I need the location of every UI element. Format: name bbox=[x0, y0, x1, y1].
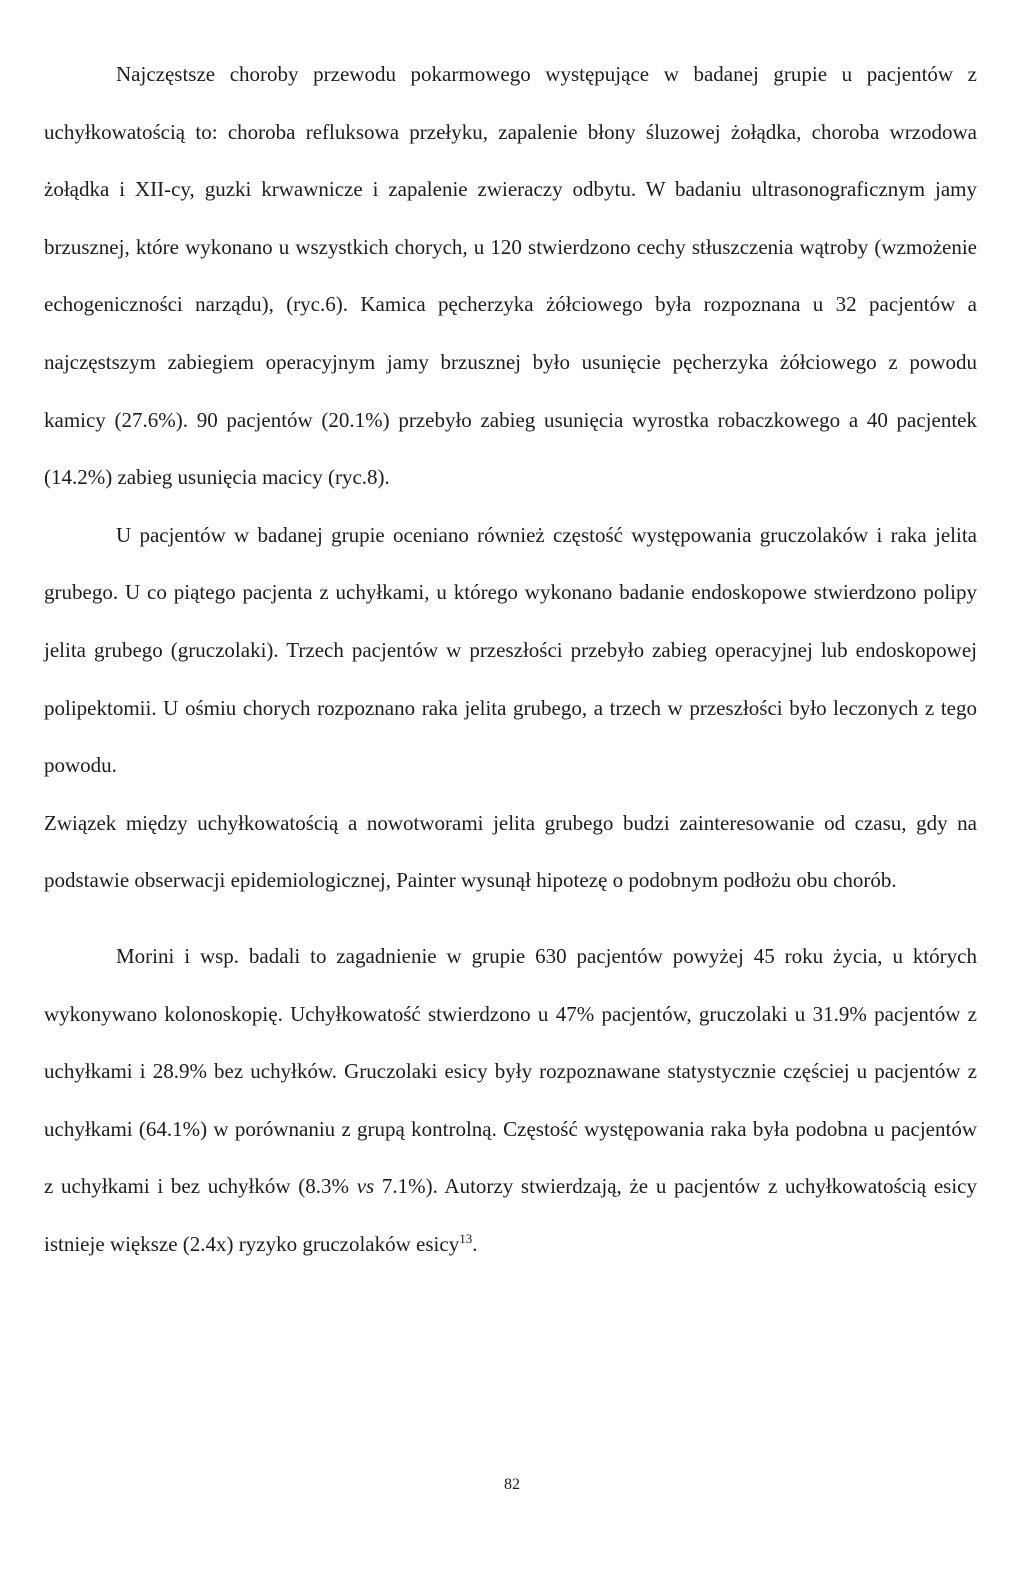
morini-text-end: . bbox=[472, 1231, 478, 1256]
paragraph-association-text: Związek między uchyłkowatością a nowotworami jelita grubego budzi zainteresowanie od czasu, gdy na podstawie obserwacji epidemiologicznej, Painter wysunął hipotezę o podobnym podłożu obu chorób. bbox=[44, 810, 977, 893]
versus-abbreviation: vs bbox=[356, 1174, 375, 1199]
citation-reference: 13 bbox=[459, 1230, 473, 1246]
paragraph-digestive-diseases: Najczęstsze choroby przewodu pokarmowego występujące w badanej grupie u pacjentów z uchyłkowatością to: choroba refluksowa przełyku, zapalenie błony śluzowej żołądka, choroba wrzodowa żołądka i XII-cy, guzki krwawnicze i zapalenie zwieraczy odbytu. W badaniu ultrasonograficznym jamy brzusznej, które wykonano u wszystkich chorych, u 120 stwierdzono cechy stłuszczenia wątroby (wzmożenie echogeniczności narządu), (ryc.6). Kamica pęcherzyka żółciowego była rozpoznana u 32 pacjentów a najczęstszym zabiegiem operacyjnym jamy brzusznej było usunięcie pęcherzyka żółciowego z powodu kamicy (27.6%). 90 pacjentów (20.1%) przebyło zabieg usunięcia wyrostka robaczkowego a 40 pacjentek (14.2%) zabieg usunięcia macicy (ryc.8). bbox=[44, 62, 977, 490]
paragraph-morini-study bbox=[44, 928, 977, 1274]
paragraph-adenomas: U pacjentów w badanej grupie oceniano również częstość występowania gruczolaków i raka jelita grubego. U co piątego pacjenta z uchyłkami, u którego wykonano badanie endoskopowe stwierdzono polipy jelita grubego (gruczolaki). Trzech pacjentów w przeszłości przebyło zabieg operacyjnej lub endoskopowej polipektomii. U ośmiu chorych rozpoznano raka jelita grubego, a trzech w przeszłości było leczonych z tego powodu. bbox=[44, 522, 977, 778]
morini-text-part-1: Morini i wsp. badali to zagadnienie w grupie 630 pacjentów powyżej 45 roku życia, u których wykonywano kolonoskopię. Uchyłkowatość stwierdzono u 47% pacjentów, gruczolaki u 31.9% pacjentów z uchyłkami i 28.9% bez uchyłków. Gruczolaki esicy były rozpoznawane statystycznie częściej u pacjentów z uchyłkami (64.1%) w porównaniu z grupą kontrolną. Częstość występowania raka była podobna u pacjentów z uchyłkami i bez uchyłków (8.3% bbox=[44, 943, 977, 1199]
paragraph-association bbox=[44, 795, 977, 910]
page-number: 82 bbox=[504, 1476, 520, 1493]
morini-text-part-2: 7.1%). Autorzy stwierdzają, że u pacjentów z uchyłkowatością esicy istnieje większe (2.4x) ryzyko gruczolaków esicy bbox=[44, 1174, 978, 1256]
